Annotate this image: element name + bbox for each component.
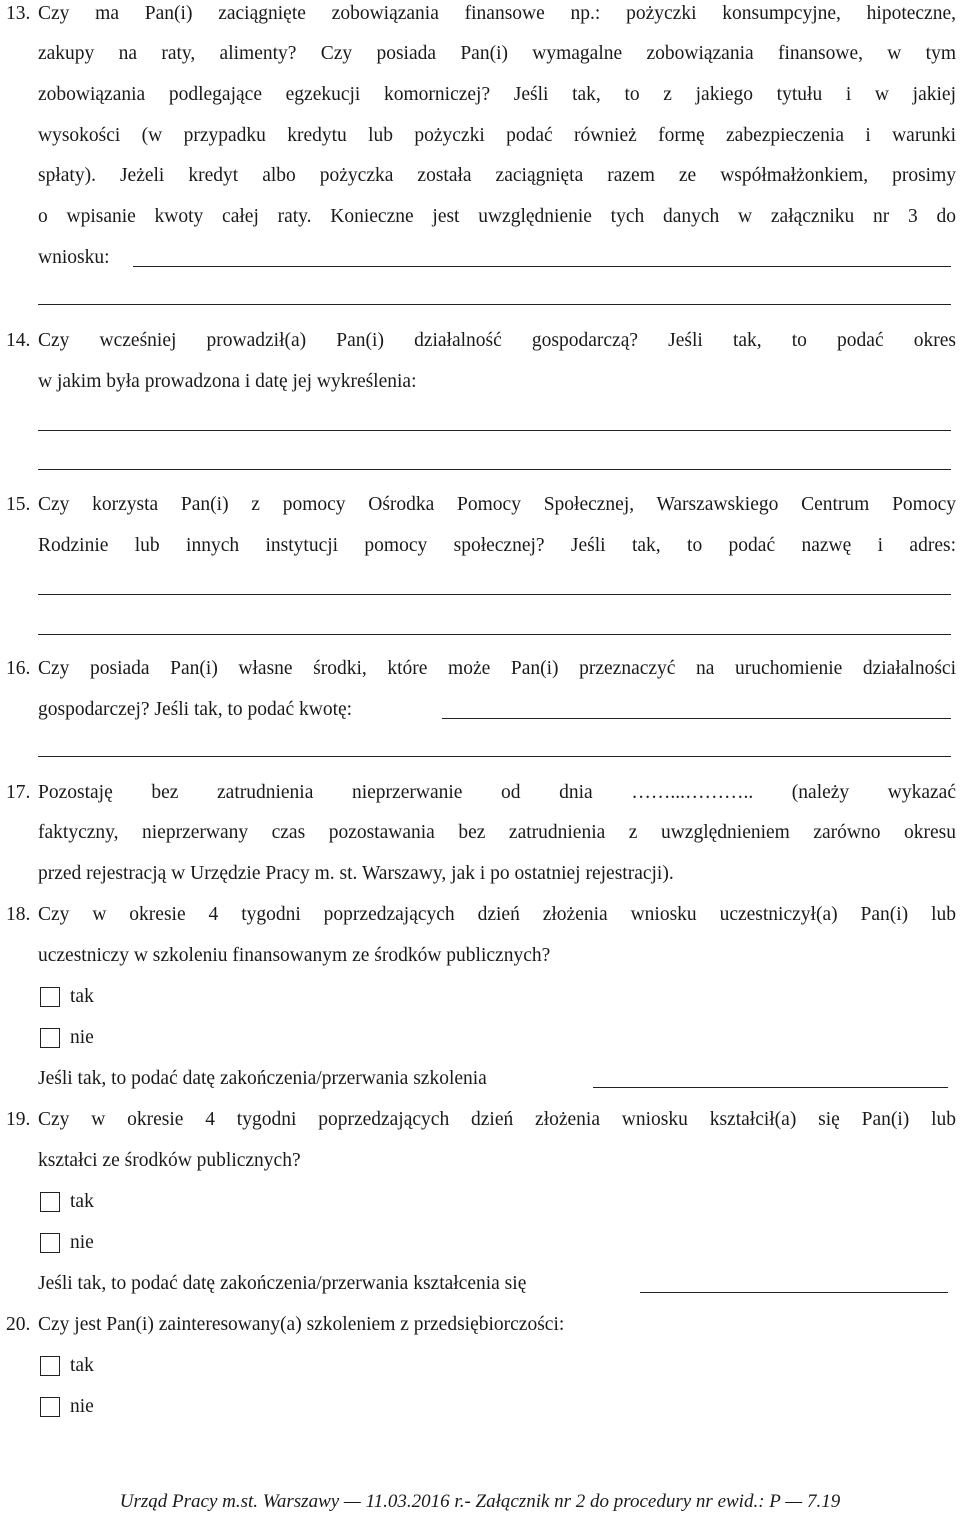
- question-text-line: gospodarczej? Jeśli tak, to podać kwotę:: [38, 699, 353, 720]
- question-text-line: Czy korzysta Pan(i) z pomocy Ośrodka Pomocy Społecznej, Warszawskiego Centrum Pomocy: [38, 494, 956, 515]
- option-label-nie: nie: [70, 1396, 94, 1417]
- answer-line[interactable]: [38, 634, 951, 635]
- answer-line[interactable]: [442, 718, 951, 719]
- date-answer-line[interactable]: [640, 1292, 948, 1293]
- question-number: 15.: [6, 494, 31, 515]
- answer-line[interactable]: [38, 430, 951, 431]
- question-text-line: zakupy na raty, alimenty? Czy posiada Pan(i) wymagalne zobowiązania finansowe, w tym: [38, 43, 956, 64]
- checkbox-tak[interactable]: [40, 1192, 60, 1212]
- page-footer: Urząd Pracy m.st. Warszawy — 11.03.2016 r.- Załącznik nr 2 do procedury nr ewid.: P — 7.19: [119, 1491, 841, 1512]
- answer-line[interactable]: [38, 469, 951, 470]
- question-number: 14.: [6, 330, 31, 351]
- option-label-nie: nie: [70, 1232, 94, 1253]
- answer-line[interactable]: [133, 266, 951, 267]
- checkbox-nie[interactable]: [40, 1028, 60, 1048]
- option-label-nie: nie: [70, 1027, 94, 1048]
- answer-line[interactable]: [38, 756, 951, 757]
- date-label: Jeśli tak, to podać datę zakończenia/przerwania szkolenia: [38, 1068, 487, 1089]
- question-text-line: wysokości (w przypadku kredytu lub pożyczki podać również formę zabezpieczenia i warunki: [38, 125, 956, 146]
- question-number: 13.: [6, 3, 31, 24]
- question-text-line: Czy wcześniej prowadził(a) Pan(i) działalność gospodarczą? Jeśli tak, to podać okres: [38, 330, 956, 351]
- question-text-line: Czy ma Pan(i) zaciągnięte zobowiązania finansowe np.: pożyczki konsumpcyjne, hipoteczne,: [38, 3, 956, 24]
- question-text-line: Czy posiada Pan(i) własne środki, które może Pan(i) przeznaczyć na uruchomienie działalności: [38, 658, 956, 679]
- question-text-line: uczestniczy w szkoleniu finansowanym ze środków publicznych?: [38, 945, 551, 966]
- question-text-line: Rodzinie lub innych instytucji pomocy społecznej? Jeśli tak, to podać nazwę i adres:: [38, 535, 956, 556]
- question-text-line: kształci ze środków publicznych?: [38, 1150, 301, 1171]
- answer-line[interactable]: [38, 594, 951, 595]
- question-number: 16.: [6, 658, 31, 679]
- question-number: 18.: [6, 904, 31, 925]
- question-text-line: o wpisanie kwoty całej raty. Konieczne jest uwzględnienie tych danych w załączniku nr 3 do: [38, 206, 956, 227]
- checkbox-nie[interactable]: [40, 1397, 60, 1417]
- question-text-line: w jakim była prowadzona i datę jej wykreślenia:: [38, 371, 417, 392]
- option-label-tak: tak: [70, 1355, 94, 1376]
- question-number: 17.: [6, 782, 31, 803]
- question-text-line: Czy jest Pan(i) zainteresowany(a) szkoleniem z przedsiębiorczości:: [38, 1314, 565, 1335]
- question-text-line: Czy w okresie 4 tygodni poprzedzających dzień złożenia wniosku kształcił(a) się Pan(i) lub: [38, 1109, 956, 1130]
- answer-line[interactable]: [38, 304, 951, 305]
- question-text-line: wniosku:: [38, 247, 110, 268]
- question-text-line: przed rejestracją w Urzędzie Pracy m. st. Warszawy, jak i po ostatniej rejestracji).: [38, 863, 674, 884]
- question-text-line: spłaty). Jeżeli kredyt albo pożyczka została zaciągnięta razem ze współmałżonkiem, prosimy: [38, 165, 956, 186]
- option-label-tak: tak: [70, 1191, 94, 1212]
- question-text-line: zobowiązania podlegające egzekucji komorniczej? Jeśli tak, to z jakiego tytułu i w jakiej: [38, 84, 956, 105]
- checkbox-tak[interactable]: [40, 987, 60, 1007]
- checkbox-nie[interactable]: [40, 1233, 60, 1253]
- date-answer-line[interactable]: [593, 1087, 948, 1088]
- question-text-line: Pozostaję bez zatrudnienia nieprzerwanie od dnia ……...……….. (należy wykazać: [38, 782, 956, 803]
- date-label: Jeśli tak, to podać datę zakończenia/przerwania kształcenia się: [38, 1273, 527, 1294]
- checkbox-tak[interactable]: [40, 1356, 60, 1376]
- question-text-line: faktyczny, nieprzerwany czas pozostawania bez zatrudnienia z uwzględnieniem zarówno okresu: [38, 822, 956, 843]
- question-number: 20.: [6, 1314, 31, 1335]
- question-text-line: Czy w okresie 4 tygodni poprzedzających dzień złożenia wniosku uczestniczył(a) Pan(i) lub: [38, 904, 956, 925]
- question-number: 19.: [6, 1109, 31, 1130]
- option-label-tak: tak: [70, 986, 94, 1007]
